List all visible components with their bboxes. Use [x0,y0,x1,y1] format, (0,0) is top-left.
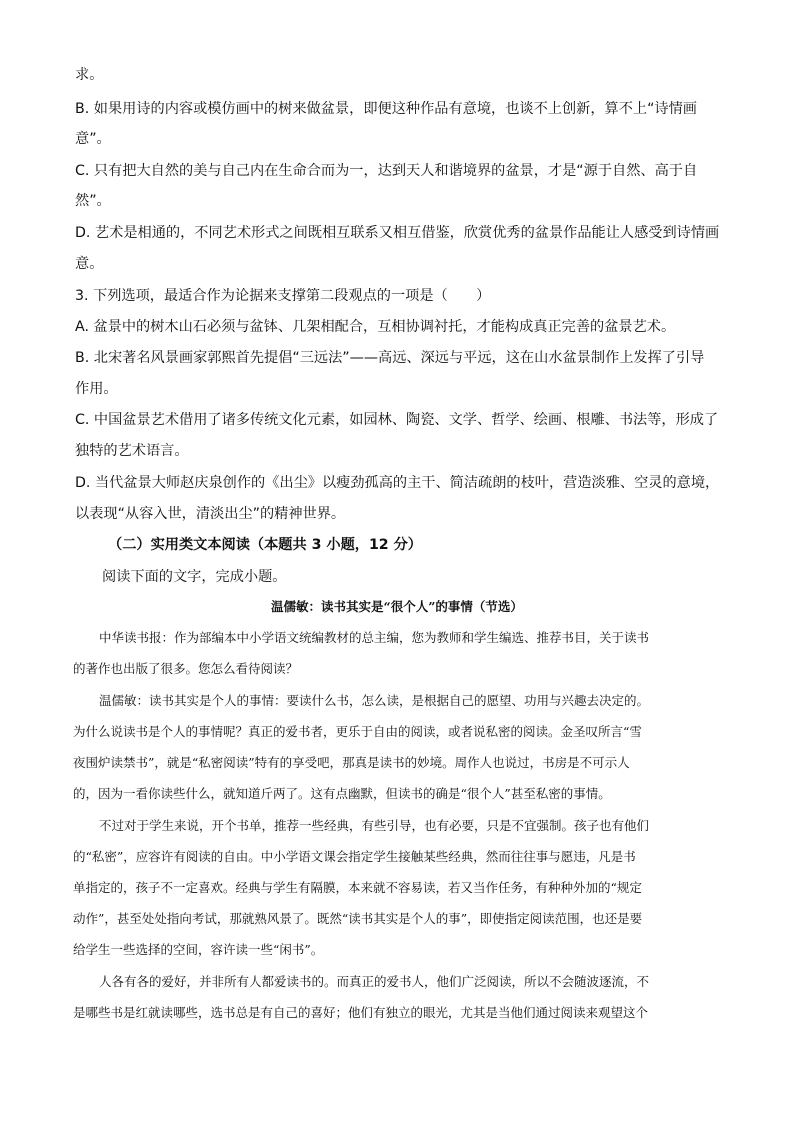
article-line: 的，因为一看你读些什么，就知道斤两了。这有点幽默，但读书的确是“很个人”甚至私密的事情。 [73,786,611,801]
q2-option-b-line1: B. 如果用诗的内容或模仿画中的树来做盆景，即便这种作品有意境，也谈不上创新，算不上“诗情画 [75,101,697,117]
article-line: 温儒敏：读书其实是个人的事情：要读什么书，怎么读，是根据自己的愿望、功用与兴趣去决定的。 [99,693,650,708]
article-line: 中华读书报：作为部编本中小学语文统编教材的总主编，您为教师和学生编选、推荐书目，关于读书 [99,630,650,645]
article-title: 温儒敏：读书其实是“很个人”的事情（节选） [271,599,523,614]
q2-option-d-line2: 意。 [75,256,104,272]
article-line: 不过对于学生来说，开个书单，推荐一些经典，有些引导，也有必要，只是不宜强制。孩子也有他们 [99,818,650,833]
article-line: 动作”，甚至处处指向考试，那就熟风景了。既然“读书其实是个人的事”，即使指定阅读范围，也还是要 [73,911,643,926]
article-line: 为什么说读书是个人的事情呢？真正的爱书者，更乐于自由的阅读，或者说私密的阅读。金圣叹所言“雪 [73,724,642,739]
q3-option-a: A. 盆景中的树木山石必须与盆钵、几架相配合，互相协调衬托，才能构成真正完善的盆景艺术。 [75,319,676,335]
q3-stem: 3. 下列选项，最适合作为论据来支撑第二段观点的一项是（ ） [75,288,491,304]
article-line: 人各有各的爱好，并非所有人都爱读书的。而真正的爱书人，他们广泛阅读，所以不会随波逐流，不 [99,974,650,989]
q2-stem-tail: 求。 [75,67,104,83]
q2-option-c-line2: 然”。 [75,193,111,209]
q3-option-b-line1: B. 北宋著名风景画家郭熙首先提倡“三远法”——高远、深远与平远，这在山水盆景制作上发挥了引导 [75,350,705,366]
section-title: （二）实用类文本阅读（本题共 3 小题，12 分） [108,537,422,553]
q3-option-d-line1: D. 当代盆景大师赵庆泉创作的《出尘》以瘦劲孤高的主干、简洁疏朗的枝叶，营造淡雅、空灵的意境， [75,475,720,491]
article-line: 的“私密”，应容许有阅读的自由。中小学语文课会指定学生接触某些经典，然而往往事与愿违，凡是书 [73,849,636,864]
q2-option-c-line1: C. 只有把大自然的美与自己内在生命合而为一，达到天人和谐境界的盆景，才是“源于自然、高于自 [75,163,698,179]
article-line: 给学生一些选择的空间，容许读一些“闲书”。 [73,942,324,957]
q3-option-c-line2: 独特的艺术语言。 [75,443,189,459]
article-line: 是哪些书是红就读哪些，选书总是有自己的喜好；他们有独立的眼光，尤其是当他们通过阅读来观望这个 [73,1005,649,1020]
q2-option-b-line2: 意”。 [75,131,111,147]
q2-option-d-line1: D. 艺术是相通的，不同艺术形式之间既相互联系又相互借鉴，欣赏优秀的盆景作品能让人感受到诗情画 [75,225,720,241]
q3-option-d-line2: 以表现“从容入世，清淡出尘”的精神世界。 [75,506,346,522]
q3-option-c-line1: C. 中国盆景艺术借用了诸多传统文化元素，如园林、陶瓷、文学、哲学、绘画、根雕、书法等，形成了 [75,412,719,428]
article-line: 单指定的，孩子不一定喜欢。经典与学生有隔膜，本来就不容易读，若又当作任务，有种种外加的“规定 [73,880,642,895]
section-instruction: 阅读下面的文字，完成小题。 [102,569,287,585]
q3-option-b-line2: 作用。 [75,381,118,397]
article-line: 的著作也出版了很多。您怎么看待阅读？ [73,661,299,676]
article-line: 夜围炉读禁书”，就是“私密阅读”特有的享受吧，那真是读书的妙境。周作人也说过，书房是不可示人 [73,755,630,770]
